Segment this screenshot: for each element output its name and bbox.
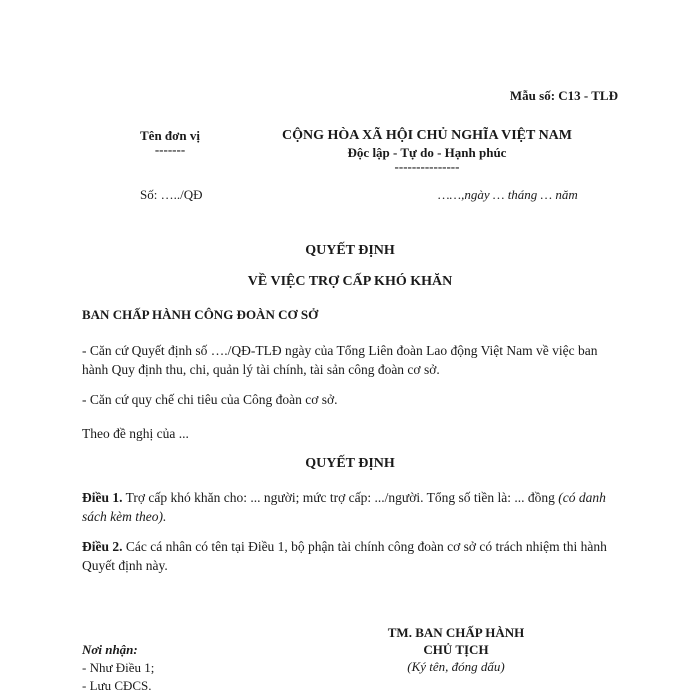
signature-on-behalf: TM. BAN CHẤP HÀNH (387, 625, 525, 640)
unit-divider: ------- (154, 142, 186, 157)
article-1-text: Trợ cấp khó khăn cho: ... người; mức trợ cấp: .../người. Tổng số tiền là: ... đồng (122, 490, 559, 505)
motto-divider: --------------- (394, 159, 460, 174)
right-header (272, 128, 582, 173)
document-title: QUYẾT ĐỊNH (305, 243, 395, 258)
form-code: Mẫu số: C13 - TLĐ (509, 88, 618, 103)
decision-number: Số: …../QĐ (140, 187, 203, 202)
article-1-label: Điều 1. (82, 490, 123, 505)
issuing-authority: BAN CHẤP HÀNH CÔNG ĐOÀN CƠ SỞ (82, 307, 319, 322)
proposal-line: Theo đề nghị của ... (82, 426, 189, 441)
signature-instruction: (Ký tên, đóng dấu) (407, 659, 505, 674)
recipients-label: Nơi nhận: (82, 642, 138, 657)
national-motto: Độc lập - Tự do - Hạnh phúc (347, 145, 507, 160)
article-2-label: Điều 2. (82, 539, 123, 554)
recipients-block (82, 642, 154, 694)
signature-position: CHỦ TỊCH (423, 642, 489, 657)
recipient-item: - Như Điều 1; (82, 660, 155, 675)
signature-block (356, 625, 556, 675)
decision-heading: QUYẾT ĐỊNH (305, 456, 395, 471)
recipient-item: - Lưu CĐCS. (82, 678, 152, 693)
legal-basis-1: - Căn cứ Quyết định số …./QĐ-TLĐ ngày của Tổng Liên đoàn Lao động Việt Nam về việc ban hành Quy định thu, chi, quản lý tài chính, tài sản công đoàn cơ sở. (82, 343, 598, 377)
document-subtitle: VỀ VIỆC TRỢ CẤP KHÓ KHĂN (247, 274, 453, 289)
country-name: CỘNG HÒA XÃ HỘI CHỦ NGHĨA VIỆT NAM (281, 128, 572, 143)
unit-label: Tên đơn vị (140, 128, 200, 143)
article-1-note: (có danh sách kèm theo). (82, 490, 606, 524)
left-header (120, 128, 220, 156)
article-1 (82, 488, 622, 526)
article-2 (82, 537, 622, 575)
legal-basis-2: - Căn cứ quy chế chi tiêu của Công đoàn cơ sở. (82, 392, 338, 407)
article-2-text: Các cá nhân có tên tại Điều 1, bộ phận tài chính công đoàn cơ sở có trách nhiệm thi hành Quyết định này. (82, 539, 607, 573)
date-line: ……,ngày … tháng … năm (438, 187, 578, 202)
